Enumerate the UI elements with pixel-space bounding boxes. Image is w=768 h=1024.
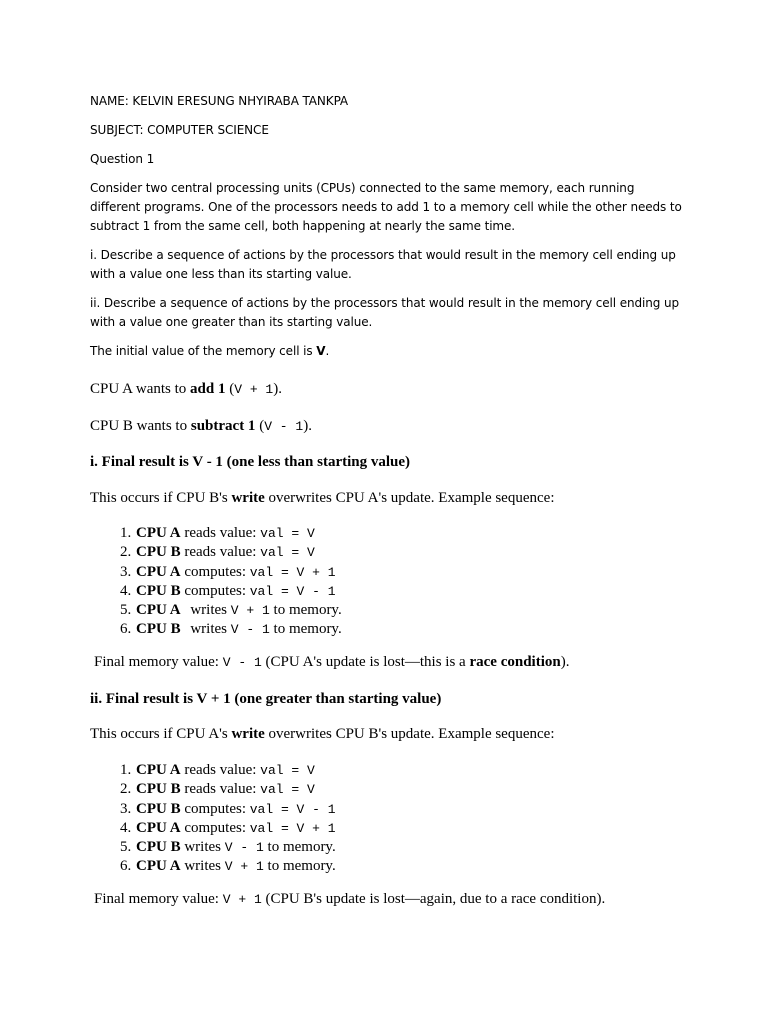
step-item (135, 601, 695, 620)
initial-value-prefix: The initial value of the memory cell is (90, 344, 317, 358)
section-i-intro-prefix: This occurs if CPU B's (90, 490, 232, 506)
step-text: reads value: (180, 762, 261, 778)
step-item (135, 857, 695, 876)
step-cpu: CPU A (136, 563, 181, 580)
cpu-a-intent-op: add 1 (190, 381, 226, 397)
step-item (135, 582, 695, 601)
step-code: V - 1 (224, 840, 264, 856)
cpu-b-intent-open: ( (255, 418, 265, 434)
step-code: V + 1 (224, 859, 264, 875)
cpu-a-intent (90, 380, 690, 399)
step-after: to memory. (269, 602, 342, 619)
cpu-b-intent (90, 417, 690, 436)
section-i-final-suffix: ). (560, 654, 570, 670)
step-code: V + 1 (230, 603, 270, 619)
step-item (135, 524, 695, 543)
section-i-final-prefix: Final memory value: (94, 654, 223, 670)
initial-value-variable: V (316, 344, 326, 358)
cpu-a-intent-code: V + 1 (234, 382, 274, 397)
step-code: val = V (260, 763, 315, 778)
step-code: val = V + 1 (249, 564, 336, 580)
step-code: val = V (260, 526, 315, 541)
step-cpu: CPU B (136, 621, 181, 638)
section-i-intro-suffix: overwrites CPU A's update. Example sequence: (264, 490, 555, 506)
section-i-final-bold: race condition (469, 654, 561, 670)
step-cpu: CPU B (136, 839, 181, 856)
step-after: to memory. (263, 839, 336, 856)
student-name: NAME: KELVIN ERESUNG NHYIRABA TANKPA (90, 94, 349, 108)
section-ii-final (94, 890, 694, 909)
step-after: to memory. (269, 621, 342, 638)
section-ii-final-code: V + 1 (222, 892, 262, 907)
initial-value-line (90, 342, 682, 361)
step-item (135, 819, 695, 838)
step-cpu: CPU B (136, 800, 181, 817)
question-part-ii: ii. Describe a sequence of actions by the processors that would result in the memory cell ending up with a value one greater than its starting value. (90, 296, 679, 329)
section-i-final (94, 653, 694, 672)
step-cpu: CPU A (136, 762, 181, 778)
section-i-steps (90, 524, 695, 640)
step-code: val = V + 1 (249, 820, 336, 836)
section-ii-final-prefix: Final memory value: (94, 891, 223, 907)
section-i-intro-bold: write (231, 490, 265, 506)
step-cpu: CPU A (136, 525, 181, 541)
step-item (135, 620, 695, 639)
step-text: computes: (180, 800, 250, 817)
step-cpu: CPU B (136, 544, 181, 561)
step-cpu: CPU A (136, 819, 181, 836)
step-item (135, 780, 695, 799)
step-cpu: CPU B (136, 582, 181, 599)
step-cpu: CPU A (136, 858, 181, 875)
step-code: val = V (260, 545, 315, 561)
cpu-b-intent-prefix: CPU B wants to (90, 418, 191, 434)
question-intro: Consider two central processing units (CPUs) connected to the same memory, each running different programs. One of the processors needs to add 1 to a memory cell while the other needs to subtract 1 from the same cell, both happening at nearly the same time. (90, 181, 682, 233)
subject-line: SUBJECT: COMPUTER SCIENCE (90, 123, 269, 137)
section-ii-intro-suffix: overwrites CPU B's update. Example sequence: (264, 726, 555, 742)
step-text: computes: (180, 819, 250, 836)
cpu-a-intent-close: ). (273, 381, 282, 397)
section-ii-intro-prefix: This occurs if CPU A's (90, 726, 232, 742)
step-cpu: CPU A (136, 602, 181, 619)
step-text: computes: (180, 582, 250, 599)
step-text: reads value: (180, 781, 261, 798)
cpu-a-intent-prefix: CPU A wants to (90, 381, 191, 397)
section-i-final-code: V - 1 (222, 655, 262, 670)
step-item (135, 543, 695, 562)
section-i-final-middle: (CPU A's update is lost—this is a (261, 654, 470, 670)
question-part-i: i. Describe a sequence of actions by the processors that would result in the memory cell ending up with a value one less than its starting value. (90, 248, 676, 281)
step-after: to memory. (263, 858, 336, 875)
step-item (135, 563, 695, 582)
step-text: reads value: (180, 544, 261, 561)
section-i-intro (90, 489, 690, 507)
cpu-a-intent-open: ( (225, 381, 235, 397)
question-title: Question 1 (90, 152, 155, 166)
cpu-b-intent-op: subtract 1 (190, 418, 256, 434)
section-i-heading: i. Final result is V - 1 (one less than starting value) (90, 454, 411, 470)
step-text: writes (180, 858, 225, 875)
step-item (135, 838, 695, 857)
step-code: val = V (260, 782, 315, 798)
step-text: writes (186, 621, 231, 638)
step-text: writes (186, 602, 231, 619)
step-code: val = V - 1 (249, 583, 336, 599)
step-code: V - 1 (230, 622, 270, 638)
section-ii-heading: ii. Final result is V + 1 (one greater than starting value) (90, 691, 442, 707)
step-code: val = V - 1 (249, 801, 336, 817)
step-text: computes: (180, 563, 250, 580)
step-text: writes (180, 839, 225, 856)
step-item (135, 800, 695, 819)
initial-value-suffix: . (325, 344, 330, 358)
step-cpu: CPU B (136, 781, 181, 798)
step-text: reads value: (180, 525, 261, 541)
section-ii-intro-bold: write (231, 726, 265, 742)
cpu-b-intent-close: ). (303, 418, 312, 434)
section-ii-steps (90, 761, 695, 877)
cpu-b-intent-code: V - 1 (264, 419, 304, 434)
step-item (135, 761, 695, 780)
section-ii-final-suffix: (CPU B's update is lost—again, due to a race condition). (261, 891, 606, 907)
section-ii-intro (90, 725, 690, 743)
